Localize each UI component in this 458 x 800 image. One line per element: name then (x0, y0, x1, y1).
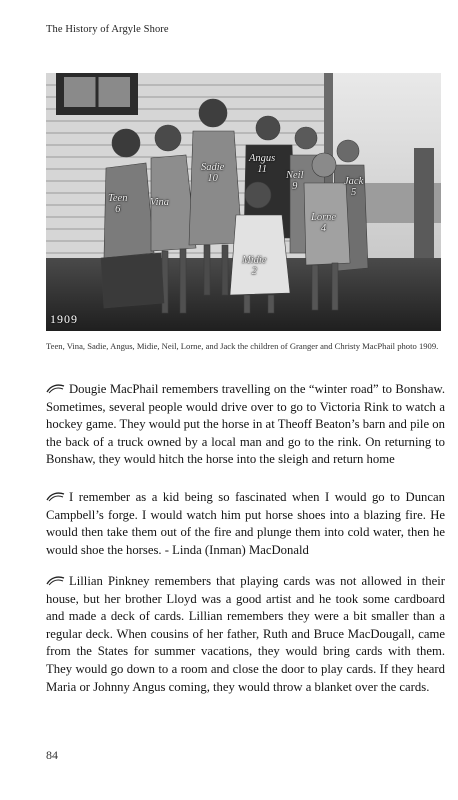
photo-label-neil: Neil 9 (286, 170, 304, 192)
photo-label-angus: Angus 11 (249, 153, 276, 175)
photo-label-jack: Jack 5 (344, 176, 364, 198)
quill-swoosh-icon (46, 383, 65, 394)
photo-label-sadie: Sadie 10 (201, 162, 225, 184)
photo-label-lorne: Lorne 4 (311, 212, 337, 234)
photo-year: 1909 (50, 312, 78, 326)
paragraph-cards (46, 573, 445, 696)
paragraph-forge (46, 489, 445, 559)
paragraph-text: Lillian Pinkney remembers that playing cards was not allowed in their house, but her brother Lloyd was a good artist and he took some cardboard and made a deck of cards. Lillian remembers they were a bit smaller than a regular deck. When cousins of her father, Ruth and Bruce MacDougall, came from the States for summer vacations, they would bring cards with them. They would go down to a room and close the door to play cards. If they heard Maria or Johnny Angus coming, they would throw a blanket over the cards. (46, 574, 445, 694)
quill-swoosh-icon (46, 575, 65, 586)
page-number: 84 (46, 748, 58, 762)
paragraph-text: Dougie MacPhail remembers travelling on the “winter road” to Bonshaw. Sometimes, several people would drive over to go to Victoria Rink to watch a hockey game. They would put the horse in at Theoff Beaton’s barn and pile on the back of a truck owned by a local man and go to the rink. On returning to Bonshaw, they would hitch the horse into the sleigh and return home (46, 382, 445, 467)
paragraph-text: I remember as a kid being so fascinated when I would go to Duncan Campbell’s forge. I would watch him put horse shoes into a blazing fire. He would then take them out of the fire and plunge them into cold water, then he would shoe the horses. - Linda (Inman) MacDonald (46, 490, 445, 557)
photo-label-teen: Teen 6 (108, 193, 128, 215)
historical-photo (46, 73, 441, 331)
paragraph-dougie (46, 381, 445, 469)
photo-label-midie: Midie 2 (242, 255, 267, 277)
photo-image (46, 73, 441, 331)
running-header: The History of Argyle Shore (46, 24, 169, 35)
photo-label-vina: Vina (150, 197, 170, 208)
photo-caption: Teen, Vina, Sadie, Angus, Midie, Neil, Lorne, and Jack the children of Granger and Christy MacPhail photo 1909. (46, 341, 439, 351)
quill-swoosh-icon (46, 491, 65, 502)
